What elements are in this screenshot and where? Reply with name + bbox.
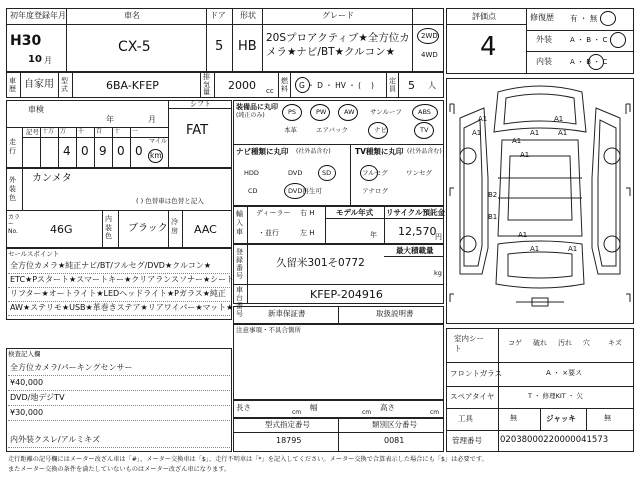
drive-2wd: 2WD [421,32,438,40]
recycle-value: 12,570 [398,225,437,238]
fuel-options: G ・ D ・ HV ・ ( ) [299,81,374,90]
height-label: 高さ [380,403,395,412]
equip-label-sub: (純正のみ) [236,112,265,119]
mileage-divider [94,127,95,168]
equip-item: エアバック [316,126,348,134]
div [338,418,339,452]
shift-value: FAT [186,123,209,138]
diagram-damage-mark: A1 [530,245,540,253]
reg-year-label: 初年度登録年月 [10,11,66,20]
nav-item: HDD [244,169,259,177]
width-label: 幅 [310,403,318,412]
color-change-note: ( ) 色替車は色替と記入 [136,197,204,205]
mileage-divider [112,127,113,168]
reg-month-value: 10 [28,54,42,65]
nav-item: SD [322,169,332,177]
tv-label: TV種類に丸印 [355,147,404,156]
mileage-unit-header: 十万 [42,128,55,135]
row1-header-divider [6,24,444,25]
ac-label: 冷房 [171,218,178,235]
div [446,430,634,431]
score-label: 評価点 [472,12,496,21]
model-value: CX-5 [118,39,151,55]
div [22,137,168,138]
div [182,210,183,248]
recycle-unit: 円 [435,233,442,241]
shape-label: 形状 [240,11,256,20]
div [22,168,23,210]
tools-value: 無 [510,414,517,422]
import-parallel: ・並行 [258,229,279,237]
div [168,108,232,109]
fuel-label: 燃料 [281,77,288,93]
inspection-note-line: ¥40,000 [10,378,44,387]
div [386,72,387,98]
interior-grade-selected-circle [588,54,604,70]
div [6,210,232,211]
drive-4wd: 4WD [421,51,438,59]
equip-label: 装備品に丸印 [236,103,278,111]
seat-item: 穴 [583,339,590,347]
div [384,256,444,257]
doors-label: ドア [210,11,226,20]
div [398,72,399,98]
inspection-note-rule [8,375,230,376]
sales-point-line: 全方位カメラ★純正ナビ/BT/フルセグ/DVD★クルコン★ [10,261,212,270]
model-year-label: モデル年式 [336,208,374,217]
div [384,206,385,244]
ext-color-label: 外装色 [9,176,16,202]
inspection-note-line: DVD/地デジTV [10,393,65,402]
diagram-damage-mark: A1 [472,129,482,137]
diagram-damage-mark: B1 [488,213,498,221]
score-value: 4 [480,32,497,62]
max-load-label: 最大積載量 [396,246,434,255]
sales-point-label: セールスポイント [8,250,60,258]
div [540,408,541,430]
color-no: 46G [50,223,73,236]
cap-label: 定員 [389,77,396,93]
cap-value: 5 [408,79,415,92]
nav-label-sub: (社外品含む) [296,148,331,155]
recycle-label: リサイクル預託金 [386,208,445,217]
mileage-digit: 0 [135,144,143,158]
div [168,100,169,168]
unit-mile: マイル [149,138,167,145]
category-label: 類別区分番号 [372,420,417,429]
div [66,8,67,72]
shift-label: シフト [190,100,211,108]
type-designation-label: 型式指定番号 [265,420,310,429]
chassis-value: KFEP-204916 [310,288,383,301]
div [446,362,634,363]
disp-label: 排気量 [203,73,210,96]
seat-item: 汚れ [558,339,572,347]
unit-km: km [150,151,162,160]
div [325,218,444,219]
import-dealer: ディーラー [256,209,291,217]
max-load-unit: kg [434,269,442,277]
plate-value: 久留米301そ0772 [276,257,365,269]
mileage-digit: 9 [99,144,107,158]
height-unit: cm [430,409,440,416]
div [350,144,351,206]
div [118,210,119,248]
div [206,8,207,72]
glass-label: フロントガラス [450,369,503,378]
mileage-digit: 4 [63,144,71,158]
color-no-label: カラー No. [8,214,21,235]
nav-item: DVD再生可 [288,187,322,195]
inspection-note-rule [8,420,230,421]
doors-value: 5 [215,39,224,54]
div [233,432,444,433]
mileage-divider [40,127,41,168]
import-label: 輸入車 [236,210,243,236]
dimension-box [233,400,444,418]
type-designation-value: 18795 [276,436,302,445]
note-label: 注意事項・不具合箇所 [236,326,301,334]
notice-line1: 走行距離の記号欄にはメーター改ざん車は「#」、メーター交換車は「$」、走行不明車は「*」を記入してください。メーター交換で合算表示した場合にも「$」は必要です。 [8,456,488,463]
exterior-label: 外装 [536,35,552,44]
type-value: 6BA-KFEP [106,79,159,92]
disp-unit: cc [266,87,274,95]
mileage-divider [58,127,59,168]
div [262,8,263,72]
sales-point-rule [8,273,230,274]
inspection-note-rule [8,447,230,448]
div [290,72,291,98]
tv-item: ワンセグ [406,169,432,177]
div [412,8,413,72]
category-value: 0081 [384,436,405,445]
mileage-unit-header: 万 [60,128,67,135]
div [58,72,59,98]
diagram-damage-mark: A1 [554,115,564,123]
sales-point-line: AW★ステリモ★USB★革巻きステア★リアワイパー★マット★ [10,303,234,312]
div [526,8,527,74]
import-left-handle: 左 H [300,229,315,237]
div [586,408,587,430]
diagram-damage-mark: A1 [512,137,522,145]
tv-label-sub: (社外品含む) [407,148,442,155]
model-year-unit: 年 [370,231,377,239]
inspection-note-line: ¥30,000 [10,408,44,417]
grade-label: グレード [322,11,354,20]
div [233,144,444,145]
shape-value: HB [238,39,257,54]
tools-label: 工具 [458,414,473,423]
model-label: 車名 [124,11,140,20]
repair-options: 有 ・ 無 [570,14,598,23]
import-right-handle: 右 H [300,209,315,217]
div [22,127,23,168]
ac-value: AAC [194,223,217,236]
div [247,206,248,244]
seat-item: キズ [608,339,622,347]
tv-item: フルセグ [362,169,388,177]
run-label: 走行 [9,138,16,155]
div [278,72,279,98]
div [232,8,233,72]
equip-item: 本革 [284,126,297,134]
inspection-note-line: 全方位カメラ/パーキングセンサー [10,363,133,372]
equip-item: AW [344,108,355,116]
manual-label: 取扱説明書 [376,309,414,318]
glass-items: A ・ ×要ス [546,369,583,377]
ext-color-memo: カンメタ [32,173,72,184]
chassis-label: 車台番号 [236,286,243,318]
div [168,210,169,248]
seat-label: 室内シート [454,334,484,353]
div [102,210,103,248]
sales-point-rule [8,287,230,288]
exterior-options: A ・ B ・ C [570,36,608,44]
disp-value: 2000 [228,79,256,92]
mileage-unit-header: 千 [78,128,85,135]
equip-item: サンルーフ [370,108,402,116]
sales-point-line: リフター★オートライト★LEDヘッドライト★Pガラス★純正 [10,289,226,298]
tv-item: アナログ [362,187,388,195]
jack-label: ジャッキ [546,414,576,423]
equip-item: PW [316,108,327,116]
div [446,386,634,387]
diagram-damage-mark: A1 [518,231,528,239]
grade-line2: メラ★ナビ/BT★クルコン★ [266,46,396,58]
control-label: 管理番号 [452,436,482,445]
seat-item: 破れ [533,339,547,347]
digit-label: 記号 [26,128,39,136]
diagram-damage-mark: A1 [520,151,530,159]
div [498,328,499,452]
sales-point-line: ETC★Pスタート★スマートキー★クリアランスソナー★シート [10,275,235,284]
notice-line2: またメーター交換の条件を満たしていないものはメーター改ざん車になります。 [8,466,231,473]
div [526,51,634,52]
mileage-unit-header: 十 [114,128,121,135]
div [214,72,215,98]
grade-line1: 20Sプロアクティブ★全方位カ [266,32,410,44]
cap-unit: 人 [428,81,436,90]
nav-item: DVD [288,169,303,177]
div [338,306,339,324]
inspect-month-label: 月 [148,115,156,124]
div [72,72,73,98]
use-label: 車歴 [9,77,16,93]
warranty-label: 新車保証書 [268,309,306,318]
plate-label: 登録番号 [236,248,243,280]
reg-month-unit: 月 [44,56,52,65]
mileage-divider [76,127,77,168]
car-diagram [446,78,634,324]
diagram-damage-mark: B2 [488,191,498,199]
inspection-note-line: 内外装クスレ/アルミキズ [10,435,101,444]
div [247,244,248,304]
jack-value: 無 [604,414,611,422]
div [20,72,21,98]
mileage-unit-header: 百 [96,128,103,135]
div [233,284,444,285]
use-value: 自家用 [24,79,54,90]
mileage-unit-header: 一 [132,128,139,135]
inspection-notes-label: 検査記入欄 [8,350,41,358]
spare-items: T ・ 修理KIT ・ 欠 [528,392,583,400]
inspection-note-rule [8,405,230,406]
repair-label: 修復歴 [530,13,554,22]
seat-item: コゲ [508,339,522,347]
width-unit: cm [362,409,372,416]
control-value: 02038000220000041573 [500,435,609,445]
equip-item: TV [420,126,429,134]
repair-selected-circle [600,11,616,26]
reg-year-value: H30 [10,33,42,49]
div [200,72,201,98]
sales-point-rule [8,301,230,302]
exterior-selected-circle [610,32,626,48]
mileage-digit: 0 [81,144,89,158]
notes-box [233,324,444,400]
length-label: 長さ [236,403,251,412]
nav-item: CD [248,187,258,195]
div [446,24,526,25]
diagram-damage-mark: A1 [478,115,488,123]
inspection-note-rule [8,390,230,391]
inspect-year-label: 年 [106,115,114,124]
diagram-damage-mark: A1 [530,129,540,137]
interior-label: 内装色 [105,215,112,240]
nav-label: ナビ種類に丸印 [236,147,289,156]
interior-grade-options: A ・ B ・ C [570,58,608,66]
mileage-digit: 0 [117,144,125,158]
spare-label: スペアタイヤ [450,392,495,401]
equip-item: ナビ [374,126,387,134]
diagram-damage-mark: A1 [558,129,568,137]
interior-value: ブラック [128,223,168,234]
inspect-label: 車検 [28,105,44,114]
type-label: 型式 [61,77,68,93]
div [526,30,634,31]
sales-point-rule [8,315,230,316]
div [325,206,326,244]
equip-item: PS [288,108,297,116]
interior-grade-label: 内装 [536,57,552,66]
mileage-divider [130,127,131,168]
equip-item: ABS [418,108,431,116]
length-unit: cm [292,409,302,416]
diagram-damage-mark: A1 [568,245,578,253]
